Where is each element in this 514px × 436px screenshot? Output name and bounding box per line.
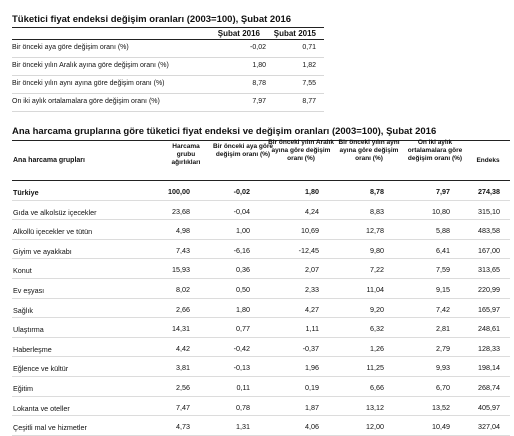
- table1-row-label: Bir önceki yılın Aralık ayına göre değişim oranı (%): [12, 62, 169, 69]
- cell-avg: 5,88: [436, 226, 450, 236]
- cell-avg: 6,41: [436, 245, 450, 255]
- table1-title: Tüketici fiyat endeksi değişim oranları (2003=100), Şubat 2016: [12, 14, 292, 25]
- table2-row: [12, 259, 510, 279]
- table1-value-feb2015: 8,77: [302, 98, 316, 105]
- group-name: Haberleşme: [13, 344, 52, 354]
- cell-monthly: 1,80: [236, 304, 250, 314]
- cell-index: 268,74: [478, 383, 500, 392]
- cell-avg: 7,97: [436, 187, 450, 196]
- cell-weight: 8,02: [176, 285, 190, 294]
- cell-yoy: 1,26: [370, 343, 384, 353]
- cell-yoy: 9,20: [370, 304, 384, 314]
- table2-header-yoy: Bir önceki yılın aynı ayına göre değişim oranı (%): [338, 139, 400, 163]
- cell-dec: 1,11: [305, 324, 319, 334]
- table1-value-feb2016: 1,80: [252, 62, 266, 69]
- cell-index: 165,97: [478, 304, 500, 314]
- table1-value-feb2015: 1,82: [302, 62, 316, 69]
- table1-row: [12, 40, 324, 58]
- row-divider: [12, 111, 324, 112]
- table1-row: [12, 76, 324, 94]
- cell-dec: 10,69: [301, 226, 319, 236]
- table2-header-group: Ana harcama grupları: [13, 157, 85, 164]
- cell-index: 313,65: [478, 265, 500, 275]
- cell-yoy: 9,80: [370, 245, 384, 255]
- cell-dec: 0,19: [305, 383, 319, 392]
- cell-index: 315,10: [478, 206, 500, 216]
- group-name: Giyim ve ayakkabı: [13, 246, 72, 256]
- cell-dec: -0,37: [302, 343, 319, 353]
- table2-header-december: Bir önceki yılın Aralık ayına göre değişim oranı (%): [268, 139, 334, 163]
- cell-yoy: 11,25: [366, 363, 384, 373]
- cell-dec: -12,45: [298, 245, 319, 255]
- table2-row: [12, 240, 510, 260]
- cell-yoy: 6,32: [370, 324, 384, 334]
- cell-dec: 4,24: [305, 206, 319, 216]
- table1-row-label: Bir önceki yılın aynı ayına göre değişim oranı (%): [12, 80, 165, 87]
- cell-weight: 100,00: [168, 187, 190, 196]
- cell-weight: 4,98: [176, 226, 190, 236]
- cell-avg: 6,70: [436, 383, 450, 392]
- table1-value-feb2016: -0,02: [250, 44, 266, 51]
- group-name: Lokanta ve oteller: [13, 403, 70, 413]
- table2-row: [12, 338, 510, 358]
- table2-header-weight: Harcama grubu ağırlıkları: [171, 143, 201, 167]
- cell-yoy: 6,66: [370, 383, 384, 392]
- cell-index: 274,38: [478, 187, 500, 196]
- cell-monthly: 0,78: [236, 402, 250, 412]
- cell-avg: 7,42: [436, 304, 450, 314]
- cell-index: 198,14: [478, 363, 500, 373]
- cell-index: 483,58: [478, 226, 500, 236]
- table1-row: [12, 58, 324, 76]
- cell-dec: 2,07: [305, 265, 319, 275]
- group-name: Ev eşyası: [13, 286, 45, 295]
- group-name: Konut: [13, 266, 32, 276]
- table2-header-index: Endeks: [476, 157, 500, 164]
- cell-avg: 10,80: [432, 206, 450, 216]
- table2-header-monthly: Bir önceki aya göre değişim oranı (%): [213, 143, 273, 159]
- cell-avg: 2,79: [436, 343, 450, 353]
- cell-weight: 4,42: [176, 343, 190, 353]
- cell-index: 405,97: [478, 402, 500, 412]
- cell-avg: 10,49: [432, 422, 450, 432]
- table2-row: [12, 181, 510, 201]
- table2-title: Ana harcama gruplarına göre tüketici fiyat endeksi ve değişim oranları (2003=100), Şubat 2016: [12, 126, 437, 137]
- table2-row: [12, 279, 510, 299]
- table1-value-feb2015: 0,71: [302, 44, 316, 51]
- cell-monthly: -0,02: [233, 187, 250, 196]
- cell-index: 128,33: [478, 343, 500, 353]
- table1-value-feb2015: 7,55: [302, 80, 316, 87]
- table1-header-feb2015: Şubat 2015: [273, 29, 316, 38]
- table2-row: [12, 318, 510, 338]
- cell-monthly: 0,36: [236, 265, 250, 275]
- group-name: Eğlence ve kültür: [13, 364, 69, 374]
- cell-index: 220,99: [478, 285, 500, 294]
- cell-yoy: 8,78: [370, 187, 384, 196]
- cell-monthly: 0,50: [236, 285, 250, 294]
- cell-index: 248,61: [478, 324, 500, 334]
- table2-row: [12, 416, 510, 436]
- table2-row: [12, 397, 510, 417]
- group-name: Eğitim: [13, 384, 33, 393]
- cell-yoy: 12,00: [366, 422, 384, 432]
- cell-index: 327,04: [478, 422, 500, 432]
- cell-avg: 13,52: [432, 402, 450, 412]
- cell-monthly: 1,31: [236, 422, 250, 432]
- table2-row: [12, 201, 510, 221]
- table1-top-rule: [12, 27, 324, 28]
- table1-value-feb2016: 7,97: [252, 98, 266, 105]
- table2-row: [12, 220, 510, 240]
- cell-weight: 4,73: [176, 422, 190, 432]
- cell-index: 167,00: [478, 245, 500, 255]
- group-name: Türkiye: [13, 188, 39, 197]
- group-name: Gıda ve alkolsüz içecekler: [13, 207, 97, 217]
- cell-dec: 1,87: [305, 402, 319, 412]
- cell-monthly: -0,04: [233, 206, 250, 216]
- group-name: Çeşitli mal ve hizmetler: [13, 423, 87, 433]
- table2-row: [12, 357, 510, 377]
- table2-row: [12, 377, 510, 397]
- cell-dec: 1,80: [305, 187, 319, 196]
- group-name: Ulaştırma: [13, 325, 44, 335]
- cell-monthly: 0,11: [236, 383, 250, 392]
- cell-avg: 2,81: [436, 324, 450, 334]
- table2-row: [12, 299, 510, 319]
- table2-header-average: On iki aylık ortalamalara göre değişim oranı (%): [407, 139, 463, 163]
- cell-dec: 1,96: [305, 363, 319, 373]
- group-name: Sağlık: [13, 305, 33, 315]
- cell-monthly: -6,16: [233, 245, 250, 255]
- cell-weight: 7,47: [176, 402, 190, 412]
- cell-dec: 4,27: [305, 304, 319, 314]
- cell-yoy: 12,78: [366, 226, 384, 236]
- cell-dec: 4,06: [305, 422, 319, 432]
- table1-row-label: On iki aylık ortalamalara göre değişim oranı (%): [12, 98, 160, 105]
- cell-weight: 3,81: [176, 363, 190, 373]
- table1-value-feb2016: 8,78: [252, 80, 266, 87]
- cell-weight: 2,66: [176, 304, 190, 314]
- cell-weight: 2,56: [176, 383, 190, 392]
- cell-weight: 14,31: [172, 324, 190, 334]
- cell-yoy: 7,22: [370, 265, 384, 275]
- cell-avg: 9,15: [436, 285, 450, 294]
- cell-monthly: 1,00: [236, 226, 250, 236]
- cell-monthly: -0,42: [233, 343, 250, 353]
- cell-dec: 2,33: [305, 285, 319, 294]
- cell-avg: 7,59: [436, 265, 450, 275]
- table1-row: [12, 94, 324, 112]
- cell-yoy: 8,83: [370, 206, 384, 216]
- group-name: Alkollü içecekler ve tütün: [13, 227, 93, 237]
- table1-row-label: Bir önceki aya göre değişim oranı (%): [12, 44, 129, 51]
- cell-yoy: 13,12: [366, 402, 384, 412]
- cell-yoy: 11,04: [366, 285, 384, 294]
- cell-avg: 9,93: [436, 363, 450, 373]
- cell-weight: 15,93: [172, 265, 190, 275]
- table1-header-feb2016: Şubat 2016: [217, 29, 260, 38]
- cell-weight: 7,43: [176, 245, 190, 255]
- cell-monthly: -0,13: [233, 363, 250, 373]
- cell-weight: 23,68: [172, 206, 190, 216]
- cell-monthly: 0,77: [236, 324, 250, 334]
